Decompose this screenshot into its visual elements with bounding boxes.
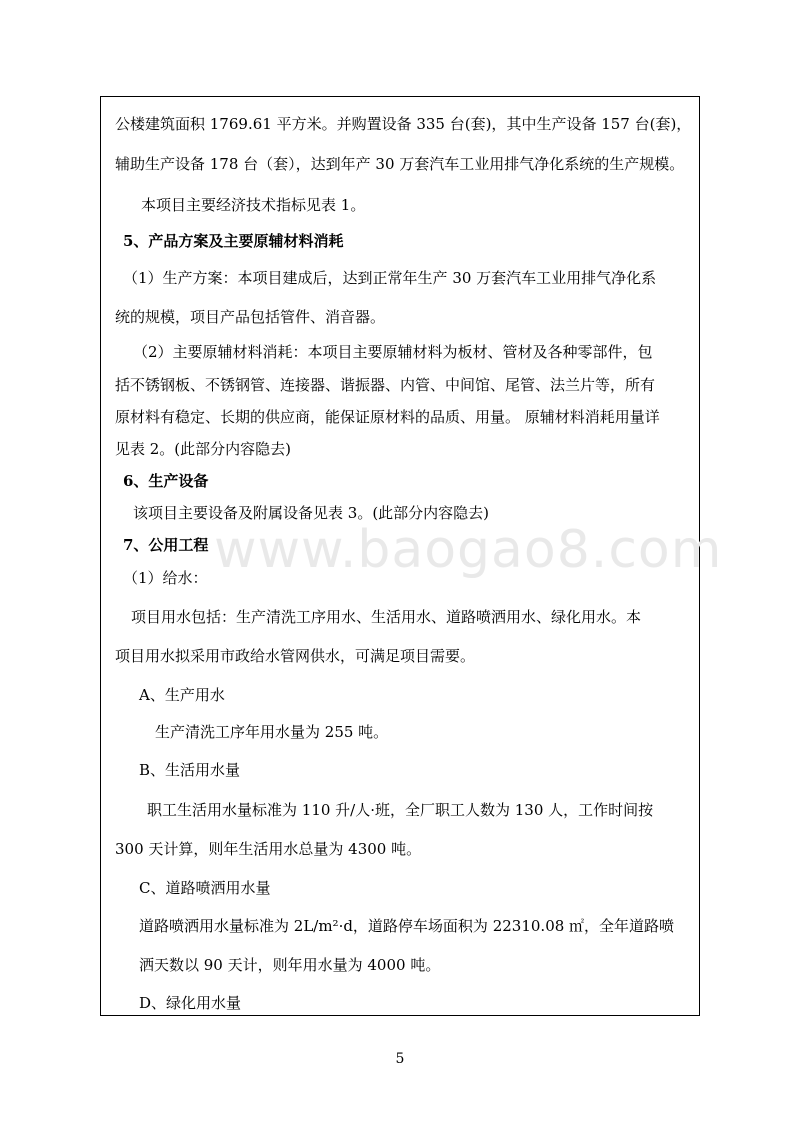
text-line: 见表 2。(此部分内容隐去) <box>115 440 292 458</box>
text-line: 生产清洗工序年用水量为 255 吨。 <box>155 723 389 741</box>
text-line: C、道路喷洒用水量 <box>139 879 271 897</box>
section-heading: 5、产品方案及主要原辅材料消耗 <box>123 232 344 250</box>
text-line: 洒天数以 90 天计，则年用水量为 4000 吨。 <box>139 956 441 974</box>
text-line: A、生产用水 <box>139 686 225 704</box>
section-heading: 6、生产设备 <box>123 472 209 490</box>
text-line: （1）生产方案：本项目建成后，达到正常年生产 30 万套汽车工业用排气净化系 <box>123 269 657 287</box>
watermark: www.baogao8.com <box>214 520 723 580</box>
page-number: 5 <box>395 1051 405 1067</box>
text-line: 本项目主要经济技术指标见表 1。 <box>141 196 366 214</box>
text-line: 300 天计算，则年生活用水总量为 4300 吨。 <box>115 840 422 858</box>
text-line: 该项目主要设备及附属设备见表 3。(此部分内容隐去) <box>133 504 490 522</box>
text-line: 原材料有稳定、长期的供应商，能保证原材料的品质、用量。 原辅材料消耗用量详 <box>115 408 660 426</box>
text-line: B、生活用水量 <box>139 761 241 779</box>
section-heading: 7、公用工程 <box>123 536 209 554</box>
text-line: D、绿化用水量 <box>139 994 242 1012</box>
text-line: 辅助生产设备 178 台（套），达到年产 30 万套汽车工业用排气净化系统的生产规模。 <box>115 155 685 173</box>
text-line: 统的规模，项目产品包括管件、消音器。 <box>115 308 386 326</box>
text-line: 项目用水包括：生产清洗工序用水、生活用水、道路喷洒用水、绿化用水。本 <box>131 608 642 626</box>
text-line: 道路喷洒用水量标准为 2L/m²·d，道路停车场面积为 22310.08 ㎡，全年道路喷 <box>139 917 675 935</box>
text-line: 公楼建筑面积 1769.61 平方米。并购置设备 335 台(套)，其中生产设备 157 台(套)， <box>115 115 692 133</box>
text-line: （2）主要原辅材料消耗：本项目主要原辅材料为板材、管材及各种零部件，包 <box>133 343 653 361</box>
text-line: 职工生活用水量标准为 110 升/人·班，全厂职工人数为 130 人，工作时间按 <box>147 801 654 819</box>
text-line: （1）给水： <box>123 569 208 587</box>
text-line: 括不锈钢板、不锈钢管、连接器、谐振器、内管、中间馆、尾管、法兰片等，所有 <box>115 376 656 394</box>
text-line: 项目用水拟采用市政给水管网供水，可满足项目需要。 <box>115 647 476 665</box>
